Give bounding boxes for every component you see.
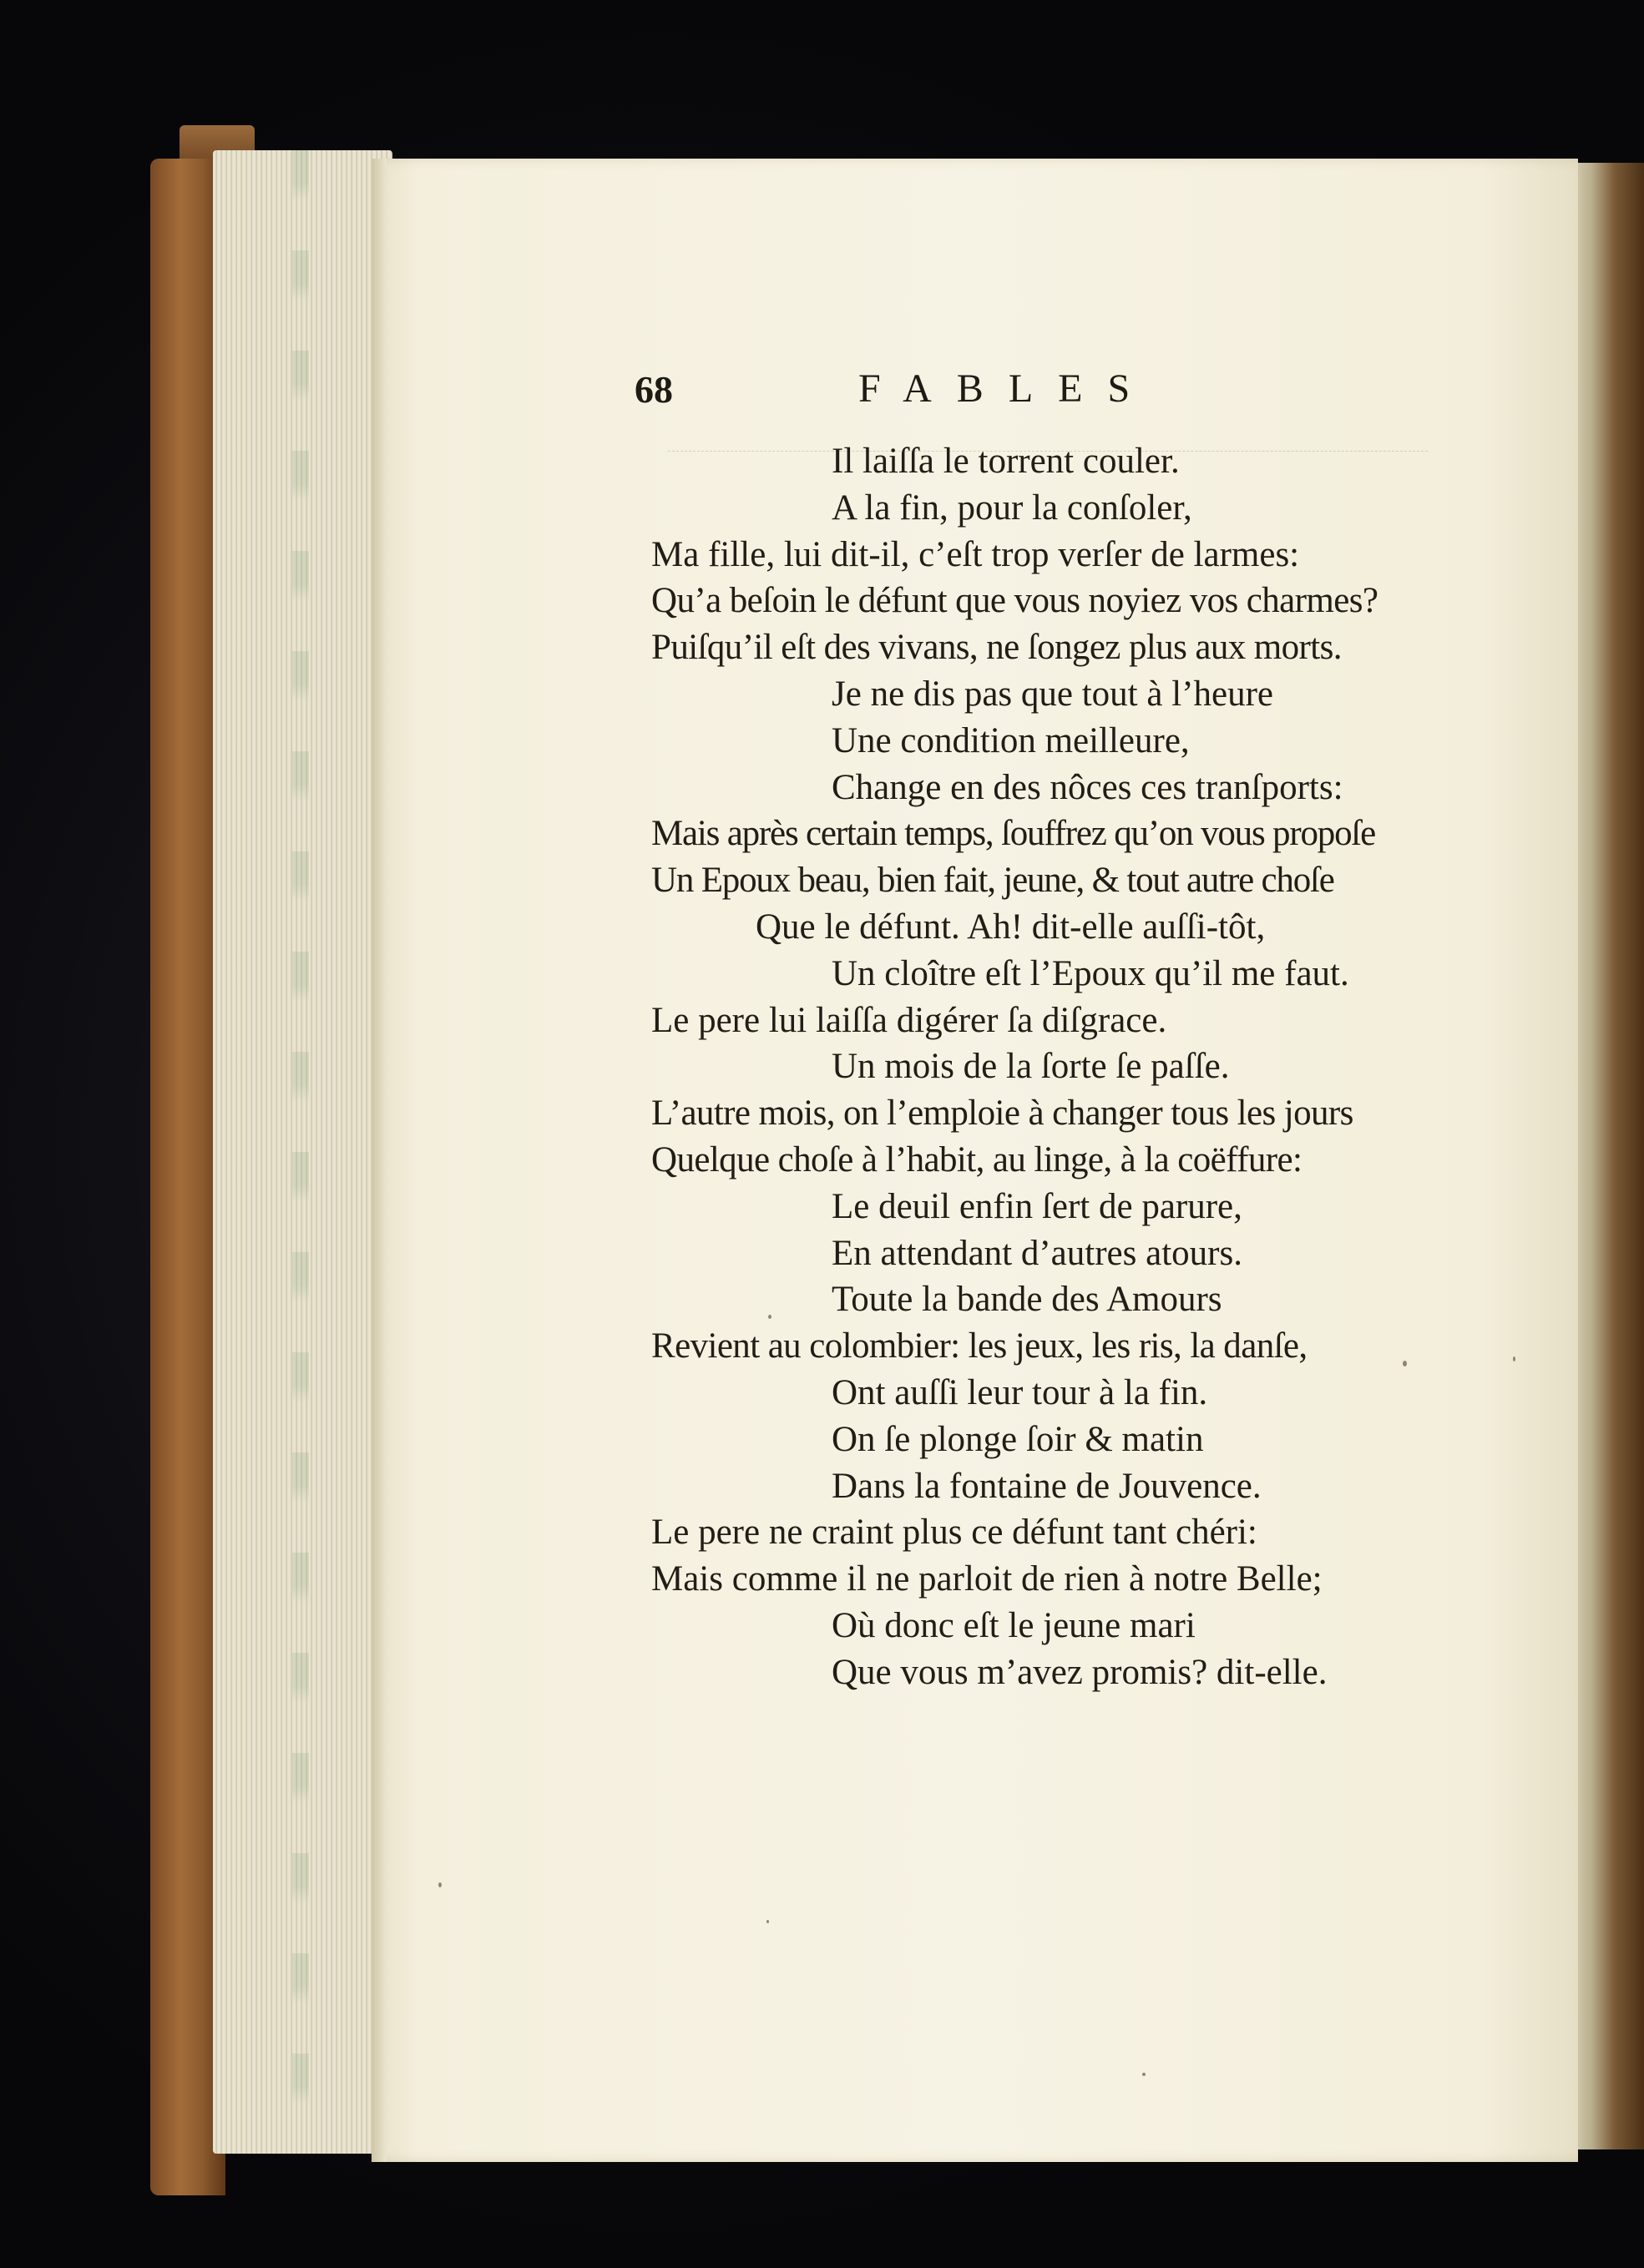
verse-line: Dans la fontaine de Jouvence.: [832, 1466, 1262, 1506]
page-edges: [213, 150, 392, 2154]
verse-line: Mais comme il ne parloit de rien à notre Belle;: [651, 1559, 1323, 1599]
verse-line: Que vous m’avez promis? dit-elle.: [832, 1652, 1328, 1692]
cover-right-edge: [1570, 163, 1644, 2149]
paper-speck: [766, 1920, 769, 1923]
verse-line: Le deuil enfin ſert de parure,: [832, 1186, 1242, 1226]
verse-line: L’autre mois, on l’emploie à changer tous les jours: [651, 1094, 1353, 1134]
paper-speck: [768, 1315, 771, 1319]
paper-speck: [1403, 1361, 1407, 1366]
verse-line: Je ne dis pas que tout à l’heure: [832, 674, 1273, 714]
verse-line: A la fin, pour la conſoler,: [832, 487, 1192, 528]
verse-text: [651, 438, 1495, 1696]
page-gutter: [372, 159, 387, 2162]
verse-line: Le pere lui laiſſa digérer ſa diſgrace.: [651, 1000, 1167, 1040]
running-title: FABLES: [858, 366, 1156, 411]
verse-line: Le pere ne craint plus ce défunt tant chéri:: [651, 1513, 1257, 1553]
verse-line: Il laiſſa le torrent couler.: [832, 442, 1180, 481]
verse-line: Change en des nôces ces tranſports:: [832, 767, 1343, 807]
verse-line: Un mois de la ſorte ſe paſſe.: [832, 1047, 1230, 1087]
verse-line: Quelque choſe à l’habit, au linge, à la coëffure:: [651, 1139, 1303, 1179]
verse-line: Où donc eſt le jeune mari: [832, 1605, 1196, 1645]
verse-line: Revient au colombier: les jeux, les ris, la danſe,: [651, 1326, 1308, 1366]
verse-line: Toute la bande des Amours: [832, 1280, 1222, 1320]
paper-speck: [1513, 1356, 1515, 1361]
verse-line: En attendant d’autres atours.: [832, 1233, 1242, 1273]
paper-speck: [438, 1882, 442, 1887]
verse-line: Un Epoux beau, bien fait, jeune, & tout autre choſe: [651, 861, 1334, 901]
verse-line: Une condition meilleure,: [832, 720, 1190, 760]
verse-line: Ma fille, lui dit-il, c’eſt trop verſer de larmes:: [651, 534, 1300, 574]
paper-speck: [1142, 2073, 1146, 2076]
page-number: 68: [635, 368, 673, 411]
verse-line: Puiſqu’il eſt des vivans, ne ſongez plus aux morts.: [651, 628, 1342, 668]
verse-line: On ſe plonge ſoir & matin: [832, 1419, 1204, 1459]
running-head: [635, 367, 1269, 417]
verse-line: Un cloître eſt l’Epoux qu’il me faut.: [832, 953, 1349, 993]
verse-line: Mais après certain temps, ſouffrez qu’on vous propoſe: [651, 814, 1376, 854]
verse-line: Que le défunt. Ah! dit-elle auſſi-tôt,: [756, 907, 1266, 947]
verse-line: Qu’a beſoin le défunt que vous noyiez vos charmes?: [651, 581, 1378, 621]
verse-line: Ont auſſi leur tour à la fin.: [832, 1372, 1208, 1412]
